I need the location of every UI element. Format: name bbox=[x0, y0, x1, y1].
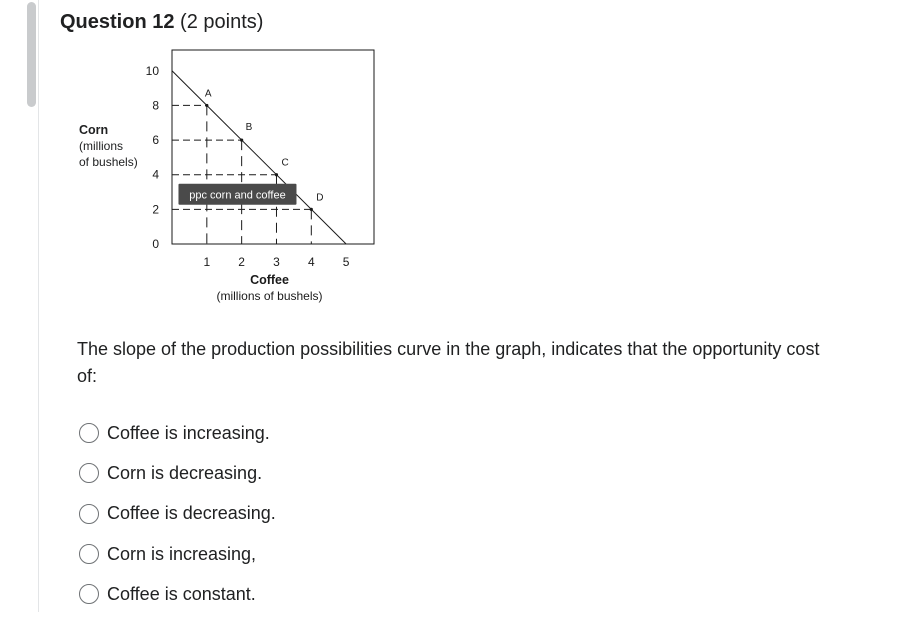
question-prompt: The slope of the production possibilities curve in the graph, indicates that the opportunity cost of: bbox=[77, 339, 820, 386]
radio-button[interactable] bbox=[79, 423, 99, 443]
question-title: Question 12 bbox=[60, 11, 175, 33]
scrollbar-track[interactable] bbox=[0, 0, 38, 618]
y-axis-subtitle-1: (millions bbox=[79, 139, 124, 153]
radio-button[interactable] bbox=[79, 584, 99, 604]
x-tick-label: 5 bbox=[342, 255, 350, 269]
answer-option-label[interactable]: Coffee is increasing. bbox=[107, 422, 270, 443]
answer-option-label[interactable]: Coffee is decreasing. bbox=[107, 503, 276, 524]
x-tick-label: 1 bbox=[203, 255, 211, 269]
point-marker bbox=[310, 208, 313, 211]
answer-option[interactable] bbox=[79, 494, 276, 534]
x-axis-subtitle: (millions of bushels) bbox=[216, 289, 323, 303]
radio-button[interactable] bbox=[79, 463, 99, 483]
content-divider bbox=[38, 0, 39, 612]
y-tick-label: 10 bbox=[145, 63, 159, 78]
point-label-d: D bbox=[316, 192, 324, 204]
answer-option[interactable] bbox=[79, 574, 276, 614]
x-tick-label: 4 bbox=[307, 255, 315, 269]
answer-options bbox=[79, 413, 276, 614]
point-label-c: C bbox=[281, 157, 289, 169]
ppc-chart bbox=[140, 44, 380, 314]
point-marker bbox=[205, 104, 208, 107]
x-tick-label: 3 bbox=[273, 255, 280, 269]
answer-option-label[interactable]: Corn is decreasing. bbox=[107, 462, 263, 483]
x-tick-label: 2 bbox=[238, 255, 245, 269]
answer-option-label[interactable]: Corn is increasing, bbox=[107, 543, 257, 564]
y-axis-subtitle-2: of bushels) bbox=[79, 155, 138, 169]
answer-option[interactable] bbox=[79, 453, 276, 493]
point-label-b: B bbox=[245, 122, 253, 134]
point-marker bbox=[240, 138, 243, 141]
y-axis-title: Corn bbox=[79, 123, 109, 137]
question-header bbox=[60, 9, 263, 35]
plot-frame bbox=[172, 50, 374, 244]
answer-option-label[interactable]: Coffee is constant. bbox=[107, 583, 256, 604]
y-tick-label: 0 bbox=[152, 237, 159, 251]
answer-option[interactable] bbox=[79, 413, 276, 453]
point-marker bbox=[275, 173, 278, 176]
x-axis-title: Coffee bbox=[250, 273, 289, 287]
radio-button[interactable] bbox=[79, 504, 99, 524]
point-label-a: A bbox=[204, 88, 212, 100]
y-tick-label: 4 bbox=[152, 167, 159, 182]
series-tooltip-label: ppc corn and coffee bbox=[189, 189, 286, 202]
answer-option[interactable] bbox=[79, 534, 276, 574]
y-tick-label: 2 bbox=[152, 202, 159, 217]
question-points: (2 points) bbox=[180, 11, 264, 33]
y-tick-label: 6 bbox=[152, 133, 159, 148]
y-axis-label bbox=[79, 122, 138, 170]
y-tick-label: 8 bbox=[152, 98, 159, 113]
radio-button[interactable] bbox=[79, 544, 99, 564]
scrollbar-thumb[interactable] bbox=[27, 2, 36, 107]
